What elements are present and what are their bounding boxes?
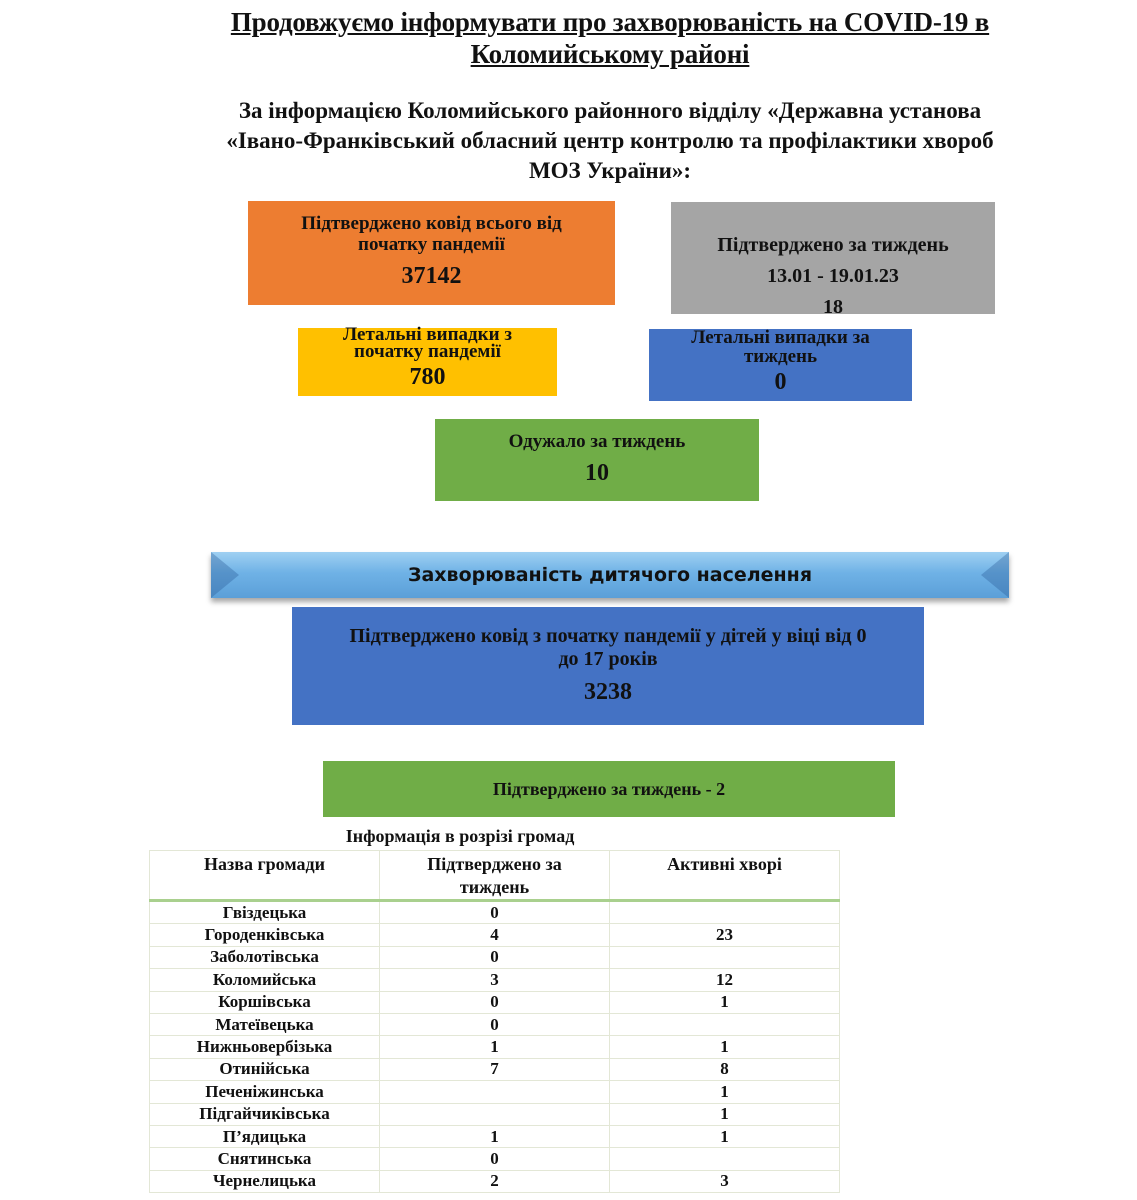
cell-weekly: 0 bbox=[380, 946, 610, 968]
weekly-confirmed-label: Підтверджено за тиждень bbox=[717, 234, 949, 256]
total-confirmed-label-2: початку пандемії bbox=[358, 234, 505, 255]
total-confirmed-value: 37142 bbox=[401, 263, 462, 289]
cell-weekly: 0 bbox=[380, 1013, 610, 1035]
cell-community: Заболотівська bbox=[150, 946, 380, 968]
cell-community: Отинійська bbox=[150, 1058, 380, 1080]
title-line-2: Коломийському районі bbox=[470, 39, 750, 69]
cell-community: Коломийська bbox=[150, 969, 380, 991]
cell-community: П’ядицька bbox=[150, 1125, 380, 1147]
communities-table bbox=[149, 850, 840, 1193]
cell-active: 1 bbox=[610, 1036, 840, 1058]
header-community-name-text: Назва громади bbox=[204, 854, 325, 874]
weekly-confirmed-value: 18 bbox=[823, 296, 843, 318]
header-weekly-confirmed bbox=[380, 851, 610, 901]
cell-community: Коршівська bbox=[150, 991, 380, 1013]
total-deaths-card bbox=[298, 324, 557, 396]
cell-community: Нижньовербізька bbox=[150, 1036, 380, 1058]
cell-community: Матеївецька bbox=[150, 1013, 380, 1035]
cell-community: Підгайчиківська bbox=[150, 1103, 380, 1125]
header-weekly-line-1: Підтверджено за bbox=[427, 854, 562, 874]
children-weekly-label: Підтверджено за тиждень - 2 bbox=[492, 779, 726, 799]
title-line-1: Продовжуємо інформувати про захворюваність на COVID-19 в bbox=[230, 7, 990, 37]
source-line-2: «Івано-Франківський обласний центр контролю та профілактики хвороб bbox=[226, 128, 994, 153]
cell-weekly: 1 bbox=[380, 1125, 610, 1147]
source-line-3: МОЗ України»: bbox=[528, 158, 692, 183]
cell-weekly: 7 bbox=[380, 1058, 610, 1080]
table-row bbox=[150, 1013, 840, 1035]
banner-bevel-right bbox=[981, 552, 1009, 598]
header-weekly-line-2: тиждень bbox=[459, 877, 530, 897]
cell-weekly: 3 bbox=[380, 969, 610, 991]
weekly-deaths-card bbox=[649, 329, 912, 401]
children-section-title: Захворюваність дитячого населення bbox=[407, 564, 813, 586]
table-row bbox=[150, 1125, 840, 1147]
table-row bbox=[150, 1103, 840, 1125]
cell-active bbox=[610, 1013, 840, 1035]
weekly-deaths-label-2: тиждень bbox=[743, 346, 818, 367]
table-row bbox=[150, 946, 840, 968]
header-active-cases bbox=[610, 851, 840, 901]
cell-weekly: 4 bbox=[380, 924, 610, 946]
cell-weekly: 1 bbox=[380, 1036, 610, 1058]
weekly-recovered-value: 10 bbox=[585, 460, 609, 486]
total-deaths-label-1: Летальні випадки з bbox=[343, 324, 512, 345]
cell-active: 12 bbox=[610, 969, 840, 991]
cell-active: 1 bbox=[610, 1125, 840, 1147]
cell-weekly bbox=[380, 1103, 610, 1125]
cell-active: 3 bbox=[610, 1170, 840, 1192]
cell-weekly: 0 bbox=[380, 991, 610, 1013]
table-row bbox=[150, 991, 840, 1013]
children-section-banner bbox=[211, 552, 1009, 598]
weekly-confirmed-card bbox=[671, 202, 995, 318]
cell-community: Чернелицька bbox=[150, 1170, 380, 1192]
source-statement bbox=[165, 96, 1055, 186]
children-total-value: 3238 bbox=[584, 679, 632, 705]
table-row bbox=[150, 969, 840, 991]
table-row bbox=[150, 924, 840, 946]
weekly-deaths-label-1: Летальні випадки за bbox=[691, 327, 870, 348]
weekly-recovered-card bbox=[435, 419, 759, 501]
weekly-confirmed-period: 13.01 - 19.01.23 bbox=[767, 265, 899, 287]
header-community-name bbox=[150, 851, 380, 901]
table-row bbox=[150, 1148, 840, 1170]
cell-weekly: 0 bbox=[380, 901, 610, 924]
cell-active bbox=[610, 946, 840, 968]
cell-weekly: 0 bbox=[380, 1148, 610, 1170]
children-weekly-card bbox=[323, 761, 895, 817]
banner-bevel-left bbox=[211, 552, 239, 598]
total-deaths-label-2: початку пандемії bbox=[354, 341, 501, 362]
cell-weekly: 2 bbox=[380, 1170, 610, 1192]
table-header-row bbox=[150, 851, 840, 901]
header-active-text: Активні хворі bbox=[667, 854, 782, 874]
source-line-1: За інформацією Коломийського районного відділу «Державна установа bbox=[238, 98, 982, 123]
cell-community: Печеніжинська bbox=[150, 1081, 380, 1103]
table-caption-text: Інформація в розрізі громад bbox=[345, 826, 575, 846]
table-row bbox=[150, 901, 840, 924]
weekly-deaths-value: 0 bbox=[774, 369, 787, 395]
cell-active: 1 bbox=[610, 1103, 840, 1125]
weekly-recovered-label: Одужало за тиждень bbox=[508, 431, 686, 452]
cell-active: 23 bbox=[610, 924, 840, 946]
cell-community: Гвіздецька bbox=[150, 901, 380, 924]
cell-weekly bbox=[380, 1081, 610, 1103]
table-caption bbox=[150, 826, 1070, 847]
cell-community: Снятинська bbox=[150, 1148, 380, 1170]
cell-active: 1 bbox=[610, 1081, 840, 1103]
cell-community: Городенківська bbox=[150, 924, 380, 946]
cell-active: 1 bbox=[610, 991, 840, 1013]
total-deaths-value: 780 bbox=[409, 364, 446, 390]
cell-active bbox=[610, 1148, 840, 1170]
table-row bbox=[150, 1058, 840, 1080]
children-total-label-2: до 17 років bbox=[558, 648, 658, 670]
cell-active bbox=[610, 901, 840, 924]
page-title bbox=[170, 6, 1050, 70]
children-total-label-1: Підтверджено ковід з початку пандемії у дітей у віці від 0 bbox=[349, 625, 867, 647]
table-row bbox=[150, 1170, 840, 1192]
cell-active: 8 bbox=[610, 1058, 840, 1080]
table-row bbox=[150, 1036, 840, 1058]
table-row bbox=[150, 1081, 840, 1103]
total-confirmed-card bbox=[248, 201, 615, 305]
children-total-card bbox=[292, 607, 924, 725]
total-confirmed-label-1: Підтверджено ковід всього від bbox=[301, 213, 562, 234]
